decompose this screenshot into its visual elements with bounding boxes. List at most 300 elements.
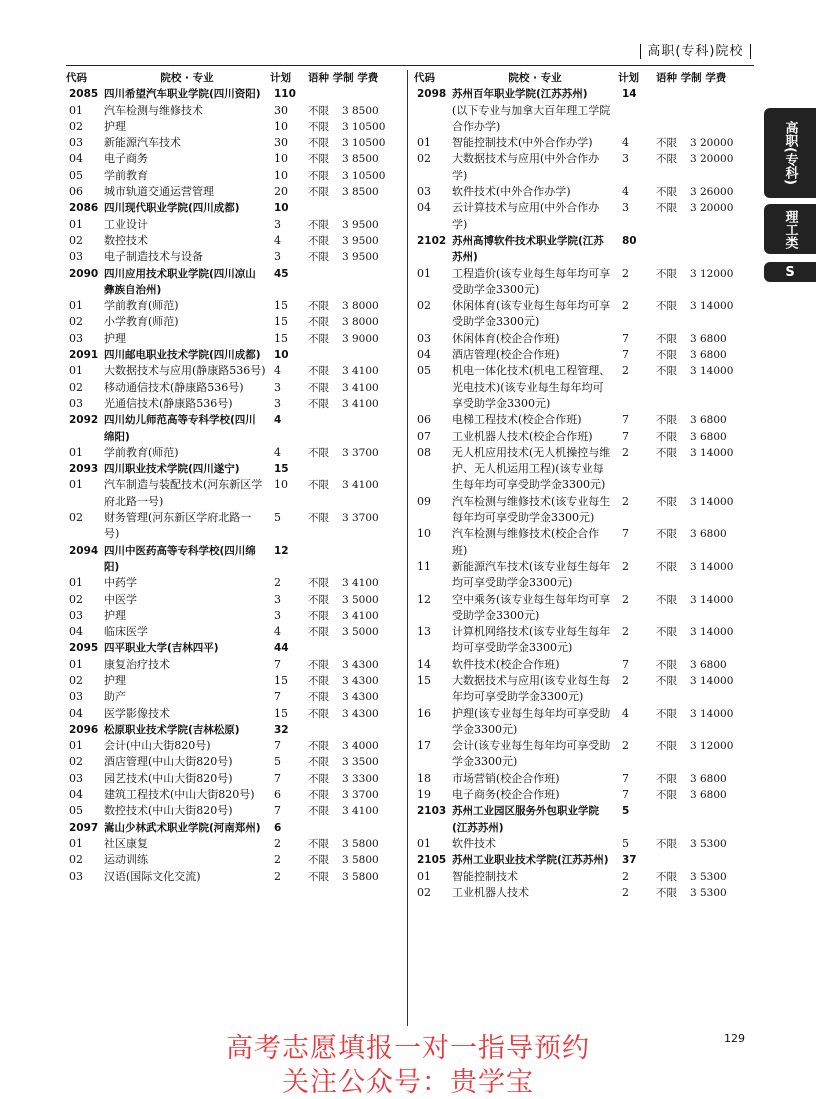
major-row — [66, 314, 408, 330]
fee: 14000 — [700, 626, 734, 639]
years: 3 — [342, 789, 349, 802]
years: 3 — [690, 332, 697, 345]
name: 工业机器人技术(校企合作班) — [452, 429, 593, 443]
fee: 4100 — [352, 577, 379, 590]
major-row — [414, 331, 756, 347]
name: 空中乘务(该专业每生每年均可享受助学金3300元) — [452, 592, 611, 622]
header-lang-years-fee: 语种 学制 学费 — [308, 72, 379, 84]
years: 3 — [690, 202, 697, 215]
code: 18 — [417, 771, 431, 785]
fee: 10500 — [352, 169, 386, 182]
code: 2092 — [69, 414, 99, 427]
code: 13 — [417, 625, 431, 639]
plan: 15 — [274, 673, 288, 687]
plan: 5 — [622, 805, 630, 818]
years: 3 — [342, 104, 349, 117]
years: 3 — [690, 837, 697, 850]
language: 不限 — [656, 332, 677, 345]
plan: 30 — [274, 136, 288, 150]
institution-row — [414, 86, 756, 102]
code: 2103 — [417, 805, 447, 818]
code: 07 — [417, 429, 431, 443]
years: 3 — [342, 218, 349, 231]
years: 3 — [690, 593, 697, 606]
major-row — [414, 657, 756, 673]
name: 小学教育(师范) — [104, 315, 179, 329]
code: 2105 — [417, 854, 447, 867]
plan: 3 — [274, 592, 281, 606]
major-row — [66, 103, 408, 119]
major-row — [66, 151, 408, 167]
language: 不限 — [308, 658, 329, 671]
plan: 10 — [274, 202, 289, 215]
language: 不限 — [308, 707, 329, 720]
code: 03 — [69, 771, 83, 785]
years: 3 — [690, 267, 697, 280]
plan: 2 — [622, 739, 629, 753]
major-row — [66, 754, 408, 770]
language: 不限 — [308, 234, 329, 247]
name: 汽车制造与装配技术(河东新区学府北路一号) — [104, 478, 263, 508]
code: 09 — [417, 494, 431, 508]
institution-row — [66, 266, 408, 299]
language: 不限 — [656, 495, 677, 508]
major-row — [414, 624, 756, 657]
plan: 32 — [274, 723, 289, 736]
code: 04 — [69, 152, 83, 166]
major-row — [66, 396, 408, 412]
plan: 7 — [274, 690, 281, 704]
header-code: 代码 — [66, 72, 87, 84]
years: 3 — [342, 512, 349, 525]
plan: 3 — [274, 396, 281, 410]
language: 不限 — [656, 560, 677, 573]
fee: 4100 — [352, 805, 379, 818]
fee: 9500 — [352, 234, 379, 247]
years: 3 — [342, 658, 349, 671]
institution-row — [66, 347, 408, 363]
plan: 2 — [622, 885, 629, 899]
fee: 5800 — [352, 854, 379, 867]
name: 四川现代职业学院(四川成都) — [104, 202, 240, 215]
language: 不限 — [308, 104, 329, 117]
code: 02 — [69, 119, 83, 133]
code: 01 — [417, 836, 431, 850]
name: 云计算技术与应用(中外合作办学) — [452, 201, 600, 231]
name: 护理(该专业每生每年均可享受助学金3300元) — [452, 706, 611, 736]
major-row — [66, 787, 408, 803]
watermark-line2: 关注公众号：贵学宝 — [282, 1067, 534, 1098]
fee: 5300 — [700, 886, 727, 899]
header-plan: 计划 — [270, 72, 291, 84]
fee: 4300 — [352, 658, 379, 671]
column-header — [414, 70, 756, 86]
fee: 8000 — [352, 300, 379, 313]
fee: 6800 — [700, 332, 727, 345]
years: 3 — [342, 186, 349, 199]
fee: 6800 — [700, 658, 727, 671]
language: 不限 — [656, 789, 677, 802]
years: 3 — [342, 316, 349, 329]
code: 02 — [69, 755, 83, 769]
plan: 2 — [622, 494, 629, 508]
fee: 6800 — [700, 414, 727, 427]
plan: 4 — [622, 706, 629, 720]
side-tab-letter: S — [764, 262, 816, 282]
name: 学前教育 — [104, 168, 148, 182]
name: 护理 — [104, 119, 126, 133]
name: 园艺技术(中山大街820号) — [104, 771, 233, 785]
language: 不限 — [308, 609, 329, 622]
language: 不限 — [656, 202, 677, 215]
major-row — [414, 200, 756, 233]
right-rows — [414, 86, 756, 901]
code: 08 — [417, 445, 431, 459]
years: 3 — [690, 789, 697, 802]
fee: 5800 — [352, 870, 379, 883]
plan: 3 — [274, 217, 281, 231]
fee: 4300 — [352, 674, 379, 687]
code: 03 — [69, 250, 83, 264]
language: 不限 — [308, 153, 329, 166]
language: 不限 — [308, 397, 329, 410]
plan: 3 — [274, 380, 281, 394]
plan: 5 — [622, 836, 629, 850]
language: 不限 — [308, 365, 329, 378]
name: 苏州高博软件技术职业学院(江苏苏州) — [452, 234, 604, 264]
major-row — [66, 184, 408, 200]
name: 大数据技术与应用(该专业每生每年均可享受助学金3300元) — [452, 673, 611, 704]
major-row — [414, 151, 756, 184]
name: 运动训练 — [104, 853, 148, 867]
major-row — [414, 885, 756, 901]
name: 大数据技术与应用(中外合作办学) — [452, 152, 600, 182]
code: 03 — [69, 869, 83, 883]
major-row — [66, 852, 408, 868]
institution-row — [66, 86, 408, 102]
name: 电子商务 — [104, 152, 148, 166]
fee: 5300 — [700, 837, 727, 850]
code: 19 — [417, 788, 431, 802]
major-row — [66, 608, 408, 624]
language: 不限 — [308, 805, 329, 818]
years: 3 — [342, 740, 349, 753]
major-row — [414, 836, 756, 852]
code: 03 — [69, 331, 83, 345]
name: 四平职业大学(吉林四平) — [104, 642, 219, 655]
major-row — [414, 526, 756, 559]
plan: 7 — [274, 771, 281, 785]
fee: 6800 — [700, 528, 727, 541]
years: 3 — [342, 609, 349, 622]
code: 2095 — [69, 642, 99, 655]
fee: 6800 — [700, 349, 727, 362]
fee: 3700 — [352, 446, 379, 459]
code: 01 — [69, 103, 83, 117]
years: 3 — [342, 593, 349, 606]
plan: 7 — [622, 788, 629, 802]
major-row — [66, 624, 408, 640]
major-row — [66, 738, 408, 754]
name: 护理 — [104, 331, 126, 345]
years: 3 — [690, 772, 697, 785]
code: 02 — [69, 511, 83, 525]
code: 16 — [417, 706, 431, 720]
code: 11 — [417, 559, 431, 573]
major-row — [66, 771, 408, 787]
institution-row — [414, 233, 756, 266]
years: 3 — [690, 870, 697, 883]
plan: 6 — [274, 821, 282, 834]
major-row — [66, 510, 408, 543]
plan: 15 — [274, 315, 288, 329]
language: 不限 — [308, 756, 329, 769]
code: 2094 — [69, 544, 99, 557]
name: 社区康复 — [104, 836, 148, 850]
plan: 4 — [274, 364, 281, 378]
code: 03 — [69, 396, 83, 410]
name: 护理 — [104, 673, 126, 687]
language: 不限 — [308, 300, 329, 313]
plan: 7 — [622, 331, 629, 345]
major-row — [66, 168, 408, 184]
name: 四川希望汽车职业学院(四川资阳) — [104, 88, 261, 101]
code: 01 — [417, 266, 431, 280]
code: 01 — [69, 445, 83, 459]
years: 3 — [342, 137, 349, 150]
code: 05 — [417, 364, 431, 378]
name: 会计(该专业每生每年均可享受助学金3300元) — [452, 739, 611, 769]
years: 3 — [342, 153, 349, 166]
years: 3 — [690, 137, 697, 150]
institution-row — [66, 722, 408, 738]
name: 学前教育(师范) — [104, 299, 179, 313]
institution-row — [66, 820, 408, 836]
years: 3 — [690, 186, 697, 199]
plan: 110 — [274, 88, 296, 101]
plan: 7 — [622, 429, 629, 443]
plan: 2 — [622, 592, 629, 606]
fee: 14000 — [700, 365, 734, 378]
fee: 6800 — [700, 772, 727, 785]
fee: 4300 — [352, 691, 379, 704]
fee: 10500 — [352, 137, 386, 150]
years: 3 — [342, 577, 349, 590]
name: 电子制造技术与设备 — [104, 250, 203, 264]
plan: 7 — [622, 657, 629, 671]
header-rule — [66, 65, 754, 66]
years: 3 — [342, 332, 349, 345]
institution-row — [66, 412, 408, 445]
language: 不限 — [308, 446, 329, 459]
language: 不限 — [656, 137, 677, 150]
code: 02 — [69, 592, 83, 606]
plan: 44 — [274, 642, 289, 655]
name: 光通信技术(静康路536号) — [104, 396, 233, 410]
plan: 15 — [274, 463, 289, 476]
years: 3 — [690, 414, 697, 427]
name: 软件技术(校企合作班) — [452, 657, 560, 671]
code: 05 — [69, 168, 83, 182]
plan: 10 — [274, 349, 289, 362]
years: 3 — [342, 626, 349, 639]
language: 不限 — [308, 740, 329, 753]
name: 四川中医药高等专科学校(四川绵阳) — [104, 544, 256, 573]
fee: 4100 — [352, 479, 379, 492]
language: 不限 — [656, 772, 677, 785]
plan: 20 — [274, 185, 288, 199]
fee: 3300 — [352, 772, 379, 785]
name: 苏州百年职业学院(江苏苏州) — [452, 88, 588, 101]
name: 休闲体育(该专业每生每年均可享受助学金3300元) — [452, 299, 611, 329]
name: 建筑工程技术(中山大街820号) — [104, 788, 255, 802]
plan: 10 — [274, 119, 288, 133]
name: 酒店管理(校企合作班) — [452, 348, 560, 362]
code: 2097 — [69, 821, 99, 834]
major-row — [66, 380, 408, 396]
plan: 10 — [274, 152, 288, 166]
name: 苏州工业职业技术学院(江苏苏州) — [452, 854, 609, 867]
language: 不限 — [656, 365, 677, 378]
language: 不限 — [308, 218, 329, 231]
running-title: 高职(专科)院校 — [647, 44, 744, 59]
running-header — [0, 40, 757, 59]
major-row — [66, 363, 408, 379]
header-lang-years-fee: 语种 学制 学费 — [656, 72, 727, 84]
code: 01 — [69, 478, 83, 492]
plan: 7 — [274, 657, 281, 671]
plan: 15 — [274, 331, 288, 345]
name: 电子商务(校企合作班) — [452, 788, 560, 802]
years: 3 — [342, 251, 349, 264]
code: 14 — [417, 657, 431, 671]
language: 不限 — [656, 674, 677, 687]
name: 汽车检测与维修技术(校企合作班) — [452, 527, 600, 557]
name: 大数据技术与应用(静康路536号) — [104, 364, 266, 378]
name: 酒店管理(中山大街820号) — [104, 755, 233, 769]
major-row — [66, 673, 408, 689]
plan: 37 — [622, 854, 637, 867]
name: 数控技术 — [104, 233, 148, 247]
page-number: 129 — [724, 1032, 745, 1045]
name: 城市轨道交通运营管理 — [104, 185, 214, 199]
side-tab-level: 高职(专科) — [764, 108, 816, 198]
years: 3 — [690, 349, 697, 362]
language: 不限 — [308, 626, 329, 639]
header-name: 院校 · 专业 — [160, 72, 214, 84]
fee: 4100 — [352, 397, 379, 410]
code: 02 — [69, 233, 83, 247]
institution-row — [66, 461, 408, 477]
fee: 6800 — [700, 789, 727, 802]
plan: 2 — [622, 625, 629, 639]
institution-row — [66, 200, 408, 216]
fee: 14000 — [700, 446, 734, 459]
code: 02 — [69, 673, 83, 687]
language: 不限 — [656, 349, 677, 362]
plan: 15 — [274, 299, 288, 313]
code: 04 — [69, 706, 83, 720]
code: 12 — [417, 592, 431, 606]
plan: 7 — [274, 804, 281, 818]
years: 3 — [690, 658, 697, 671]
name: 学前教育(师范) — [104, 445, 179, 459]
language: 不限 — [656, 430, 677, 443]
plan: 2 — [622, 869, 629, 883]
major-row — [66, 706, 408, 722]
years: 3 — [690, 707, 697, 720]
code: 15 — [417, 673, 431, 687]
language: 不限 — [308, 512, 329, 525]
name: 会计(中山大街820号) — [104, 739, 211, 753]
fee: 10500 — [352, 120, 386, 133]
years: 3 — [690, 528, 697, 541]
years: 3 — [690, 886, 697, 899]
name: 中医学 — [104, 592, 137, 606]
name: 四川应用技术职业学院(四川凉山彝族自治州) — [104, 267, 256, 296]
fee: 3700 — [352, 512, 379, 525]
plan: 15 — [274, 706, 288, 720]
plan: 7 — [622, 348, 629, 362]
plan: 3 — [622, 152, 629, 166]
left-column — [66, 70, 408, 885]
years: 3 — [342, 674, 349, 687]
header-plan: 计划 — [618, 72, 639, 84]
years: 3 — [342, 381, 349, 394]
side-tab-category: 理工类 — [764, 204, 816, 254]
fee: 8500 — [352, 104, 379, 117]
code: 02 — [69, 315, 83, 329]
major-row — [66, 869, 408, 885]
fee: 14000 — [700, 300, 734, 313]
name: 工业机器人技术 — [452, 885, 529, 899]
plan: 2 — [622, 364, 629, 378]
fee: 3700 — [352, 789, 379, 802]
plan: 7 — [622, 527, 629, 541]
major-row — [414, 771, 756, 787]
name: 新能源汽车技术 — [104, 136, 181, 150]
header-name: 院校 · 专业 — [508, 72, 562, 84]
right-column — [414, 70, 756, 901]
name: 软件技术 — [452, 836, 496, 850]
years: 3 — [342, 446, 349, 459]
plan: 4 — [274, 445, 281, 459]
name: 休闲体育(校企合作班) — [452, 331, 560, 345]
name: 康复治疗技术 — [104, 657, 170, 671]
name: 工业设计 — [104, 217, 148, 231]
language: 不限 — [308, 674, 329, 687]
years: 3 — [690, 365, 697, 378]
fee: 4100 — [352, 609, 379, 622]
fee: 5300 — [700, 870, 727, 883]
language: 不限 — [656, 626, 677, 639]
major-row — [414, 429, 756, 445]
years: 3 — [690, 674, 697, 687]
code: 2086 — [69, 202, 99, 215]
name: 数控技术(中山大街820号) — [104, 804, 233, 818]
institution-row — [66, 543, 408, 576]
institution-row — [414, 803, 756, 836]
name: 医学影像技术 — [104, 706, 170, 720]
language: 不限 — [308, 169, 329, 182]
years: 3 — [690, 495, 697, 508]
code: 04 — [417, 201, 431, 215]
plan: 2 — [622, 673, 629, 687]
major-row — [414, 298, 756, 331]
name: 工程造价(该专业每生每年均可享受助学金3300元) — [452, 266, 611, 296]
major-row — [414, 184, 756, 200]
plan: 2 — [274, 869, 281, 883]
